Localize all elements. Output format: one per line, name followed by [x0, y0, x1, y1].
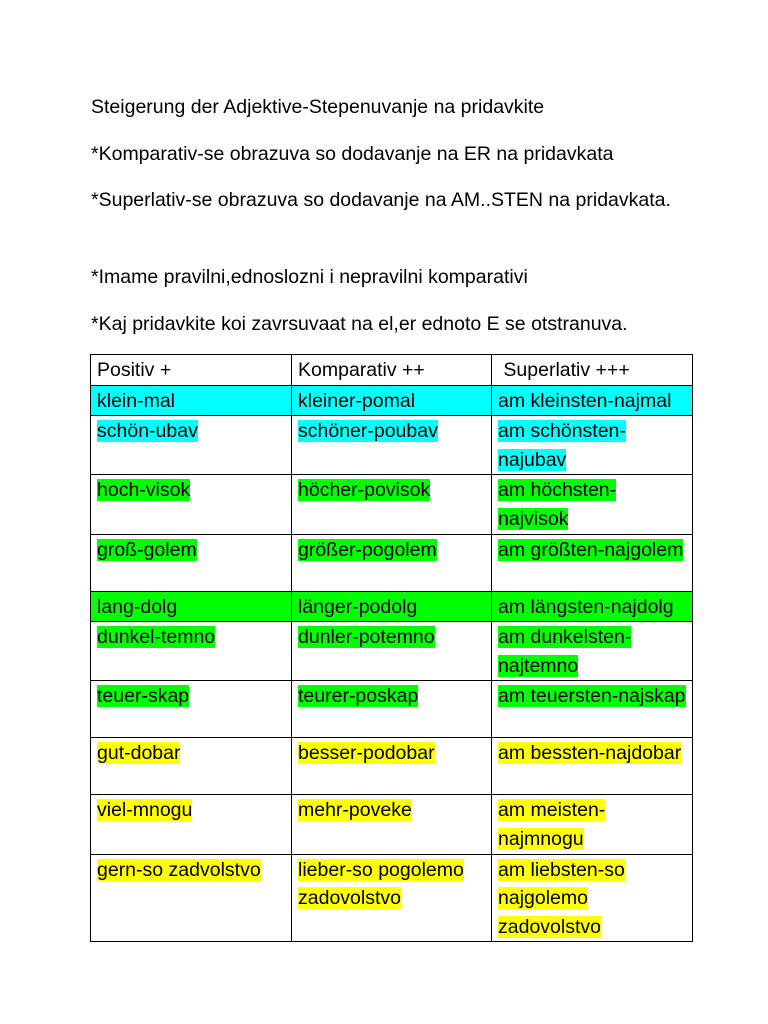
positiv-cell [91, 475, 292, 534]
superlativ-cell [492, 475, 693, 534]
komparativ-cell [292, 622, 492, 681]
document-title: Steigerung der Adjektive-Stepenuvanje na pridavkite [91, 96, 545, 118]
positiv-text: viel-mnogu [97, 799, 193, 822]
komparativ-text: dunler-potemno [298, 626, 435, 649]
positiv-text: gut-dobar [97, 742, 181, 765]
positiv-text: teuer-skap [97, 685, 190, 708]
header-positiv: Positiv + [91, 355, 292, 386]
positiv-text: hoch-visok [97, 479, 191, 502]
positiv-cell [91, 534, 292, 591]
table-row [91, 738, 693, 795]
komparativ-text: besser-podobar [298, 742, 435, 765]
table-row [91, 534, 693, 591]
table-row [91, 795, 693, 854]
komparativ-text: größer-pogolem [298, 538, 437, 561]
komparativ-cell [292, 854, 492, 942]
superlativ-cell [492, 795, 693, 854]
superlativ-text: am dunkelsten-najtemno [498, 626, 632, 677]
superlativ-cell [492, 681, 693, 738]
table-row [91, 416, 693, 475]
positiv-text: schön-ubav [97, 420, 198, 443]
superlativ-text: am meisten-najmnogu [498, 799, 606, 850]
superlativ-text: am teuersten-najskap [498, 685, 686, 708]
komparativ-cell [292, 475, 492, 534]
superlativ-text: am größten-najgolem [498, 538, 684, 561]
superlativ-rule: *Superlativ-se obrazuva so dodavanje na AM..STEN na pridavkata. [91, 189, 671, 211]
superlativ-cell: am kleinsten-najmal [492, 385, 693, 416]
komparativ-cell [292, 795, 492, 854]
superlativ-text: am bessten-najdobar [498, 742, 682, 765]
adjective-comparison-table [90, 354, 693, 942]
superlativ-cell [492, 416, 693, 475]
komparativ-cell: kleiner-pomal [292, 385, 492, 416]
komparativ-cell [292, 416, 492, 475]
positiv-cell [91, 854, 292, 942]
komparativ-cell [292, 534, 492, 591]
header-komparativ: Komparativ ++ [292, 355, 492, 386]
superlativ-cell [492, 534, 693, 591]
komparativ-cell [292, 681, 492, 738]
komparativ-cell [292, 738, 492, 795]
komparativ-rule: *Komparativ-se obrazuva so dodavanje na ER na pridavkata [91, 143, 614, 165]
table-row [91, 475, 693, 534]
table-row [91, 854, 693, 942]
positiv-cell [91, 738, 292, 795]
positiv-cell [91, 622, 292, 681]
superlativ-text: am liebsten-so najgolemo zadovolstvo [498, 858, 625, 938]
positiv-cell [91, 795, 292, 854]
komparativ-text: mehr-poveke [298, 799, 412, 822]
table-row [91, 591, 693, 622]
header-superlativ: Superlativ +++ [492, 355, 693, 386]
superlativ-cell [492, 738, 693, 795]
positiv-text: groß-golem [97, 538, 197, 561]
komparativ-text: teurer-poskap [298, 685, 419, 708]
table-row [91, 622, 693, 681]
positiv-text: dunkel-temno [97, 626, 216, 649]
positiv-text: gern-so zadvolstvo [97, 858, 261, 881]
positiv-cell: lang-dolg [91, 591, 292, 622]
positiv-cell [91, 416, 292, 475]
table-row [91, 385, 693, 416]
komparativ-text: höcher-povisok [298, 479, 431, 502]
superlativ-cell: am längsten-najdolg [492, 591, 693, 622]
superlativ-cell [492, 854, 693, 942]
el-er-rule: *Kaj pridavkite koi zavrsuvaat na el,er ednoto E se otstranuva. [91, 313, 628, 335]
superlativ-cell [492, 622, 693, 681]
table-row [91, 681, 693, 738]
komparativ-text: lieber-so pogolemo zadovolstvo [298, 858, 464, 910]
positiv-cell: klein-mal [91, 385, 292, 416]
komparativ-text: schöner-poubav [298, 420, 438, 443]
comparative-types-note: *Imame pravilni,ednoslozni i nepravilni komparativi [91, 266, 528, 288]
table-header-row [91, 355, 693, 386]
komparativ-cell: länger-podolg [292, 591, 492, 622]
superlativ-text: am höchsten-najvisok [498, 479, 617, 530]
positiv-cell [91, 681, 292, 738]
superlativ-text: am schönsten-najubav [498, 420, 626, 471]
